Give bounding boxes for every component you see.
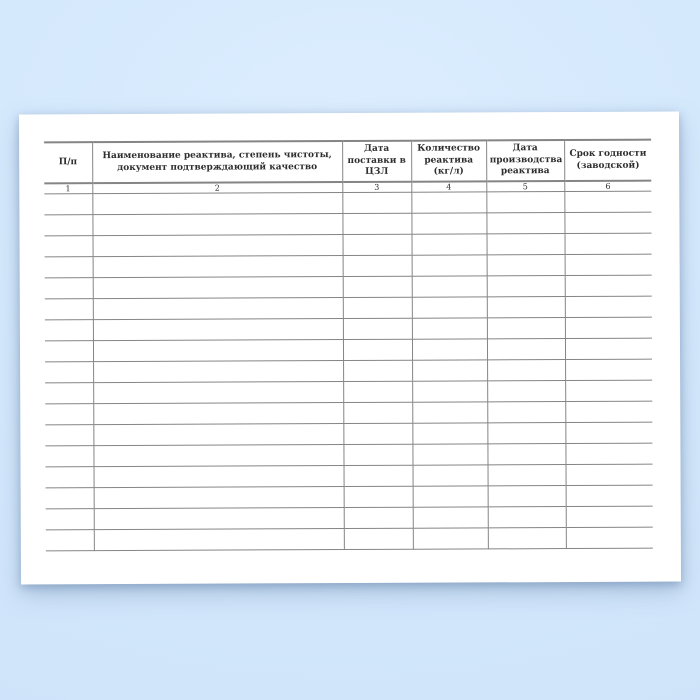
empty-cell	[343, 339, 412, 360]
empty-cell	[45, 341, 93, 362]
empty-cell	[565, 233, 652, 254]
empty-cell	[566, 527, 653, 548]
empty-cell	[94, 466, 344, 488]
empty-cell	[344, 465, 413, 486]
empty-cell	[487, 255, 565, 276]
empty-cell	[93, 424, 343, 446]
empty-cell	[93, 445, 343, 467]
table-row	[44, 212, 651, 236]
empty-cell	[565, 380, 652, 401]
empty-cell	[94, 487, 344, 509]
empty-cell	[412, 444, 487, 465]
empty-cell	[93, 298, 343, 320]
empty-cell	[565, 275, 652, 296]
empty-cell	[342, 213, 411, 234]
empty-cell	[45, 383, 93, 404]
empty-cell	[487, 402, 565, 423]
empty-cell	[412, 318, 487, 339]
empty-cell	[565, 401, 652, 422]
empty-cell	[411, 192, 486, 213]
empty-cell	[46, 530, 94, 551]
header-row	[44, 140, 651, 184]
empty-cell	[487, 360, 565, 381]
table-row	[45, 443, 652, 467]
column-number: 2	[92, 182, 342, 194]
empty-cell	[92, 193, 342, 215]
empty-cell	[45, 446, 93, 467]
column-number: 5	[486, 181, 564, 192]
empty-cell	[344, 507, 413, 528]
empty-cell	[565, 317, 652, 338]
empty-cell	[412, 381, 487, 402]
empty-cell	[412, 255, 487, 276]
empty-cell	[343, 318, 412, 339]
empty-cell	[413, 465, 488, 486]
column-number: 1	[44, 183, 92, 194]
table-row	[45, 317, 652, 341]
empty-cell	[565, 422, 652, 443]
empty-cell	[93, 256, 343, 278]
empty-cell	[488, 486, 566, 507]
empty-cell	[413, 507, 488, 528]
table-row	[45, 422, 652, 446]
table-row	[45, 359, 652, 383]
empty-cell	[343, 276, 412, 297]
empty-cell	[412, 339, 487, 360]
empty-cell	[93, 382, 343, 404]
empty-cell	[486, 192, 564, 213]
empty-cell	[412, 297, 487, 318]
empty-cell	[342, 192, 411, 213]
empty-cell	[487, 318, 565, 339]
empty-cell	[93, 235, 343, 257]
table-row	[45, 338, 652, 362]
empty-cell	[488, 528, 566, 549]
empty-cell	[45, 236, 93, 257]
empty-cell	[487, 423, 565, 444]
empty-cell	[343, 423, 412, 444]
empty-cell	[565, 296, 652, 317]
table-row	[45, 296, 652, 320]
empty-cell	[93, 340, 343, 362]
empty-cell	[93, 403, 343, 425]
empty-cell	[412, 360, 487, 381]
empty-cell	[46, 488, 94, 509]
empty-cell	[565, 359, 652, 380]
column-number: 4	[411, 181, 486, 192]
column-header-quantity: Количество реактива (кг/л)	[411, 140, 486, 181]
empty-cell	[94, 508, 344, 530]
empty-cell	[45, 257, 93, 278]
empty-cell	[488, 507, 566, 528]
empty-cell	[45, 299, 93, 320]
empty-cell	[412, 402, 487, 423]
column-number: 6	[564, 181, 651, 192]
empty-cell	[46, 509, 94, 530]
empty-cell	[45, 404, 93, 425]
empty-cell	[94, 529, 344, 551]
empty-cell	[343, 255, 412, 276]
empty-cell	[412, 234, 487, 255]
empty-cell	[93, 277, 343, 299]
table-row	[46, 527, 653, 551]
empty-cell	[45, 362, 93, 383]
empty-cell	[412, 423, 487, 444]
empty-cell	[343, 402, 412, 423]
empty-cell	[487, 234, 565, 255]
empty-cell	[564, 191, 651, 212]
empty-cell	[487, 381, 565, 402]
table-row	[45, 254, 652, 278]
empty-cell	[343, 444, 412, 465]
table-row	[46, 464, 653, 488]
empty-cell	[565, 338, 652, 359]
empty-cell	[565, 443, 652, 464]
empty-cell	[343, 234, 412, 255]
empty-cell	[343, 360, 412, 381]
empty-cell	[93, 361, 343, 383]
table-row	[45, 380, 652, 404]
column-header-production-date: Дата производства реактива	[486, 140, 564, 181]
empty-cell	[45, 320, 93, 341]
table-row	[46, 485, 653, 509]
paper-sheet	[19, 112, 681, 585]
column-header-delivery-date: Дата поставки в ЦЗЛ	[342, 141, 411, 182]
empty-cell	[92, 214, 342, 236]
table-row	[45, 401, 652, 425]
table-row	[46, 506, 653, 530]
table-row	[44, 191, 651, 215]
empty-cell	[487, 276, 565, 297]
empty-cell	[566, 506, 653, 527]
empty-cell	[413, 528, 488, 549]
empty-cell	[411, 213, 486, 234]
empty-cell	[343, 297, 412, 318]
empty-cell	[413, 486, 488, 507]
empty-cell	[343, 381, 412, 402]
empty-cell	[44, 215, 92, 236]
empty-cell	[487, 339, 565, 360]
reagents-journal-table	[44, 139, 653, 552]
empty-cell	[46, 467, 94, 488]
column-header-name: Наименование реактива, степень чистоты, документ подтверждающий качество	[92, 141, 342, 183]
empty-cell	[564, 212, 651, 233]
empty-cell	[344, 528, 413, 549]
empty-cell	[487, 297, 565, 318]
empty-cell	[486, 213, 564, 234]
empty-cell	[45, 425, 93, 446]
empty-cell	[44, 194, 92, 215]
empty-cell	[566, 485, 653, 506]
empty-cell	[412, 276, 487, 297]
empty-cell	[45, 278, 93, 299]
table-row	[45, 233, 652, 257]
column-header-num: П/п	[44, 142, 92, 183]
empty-cell	[488, 465, 566, 486]
empty-cell	[565, 254, 652, 275]
table-row	[45, 275, 652, 299]
column-number: 3	[342, 182, 411, 193]
empty-cell	[487, 444, 565, 465]
empty-cell	[344, 486, 413, 507]
empty-cell	[566, 464, 653, 485]
empty-cell	[93, 319, 343, 341]
column-header-shelf-life: Срок годности (заводской)	[564, 140, 651, 181]
